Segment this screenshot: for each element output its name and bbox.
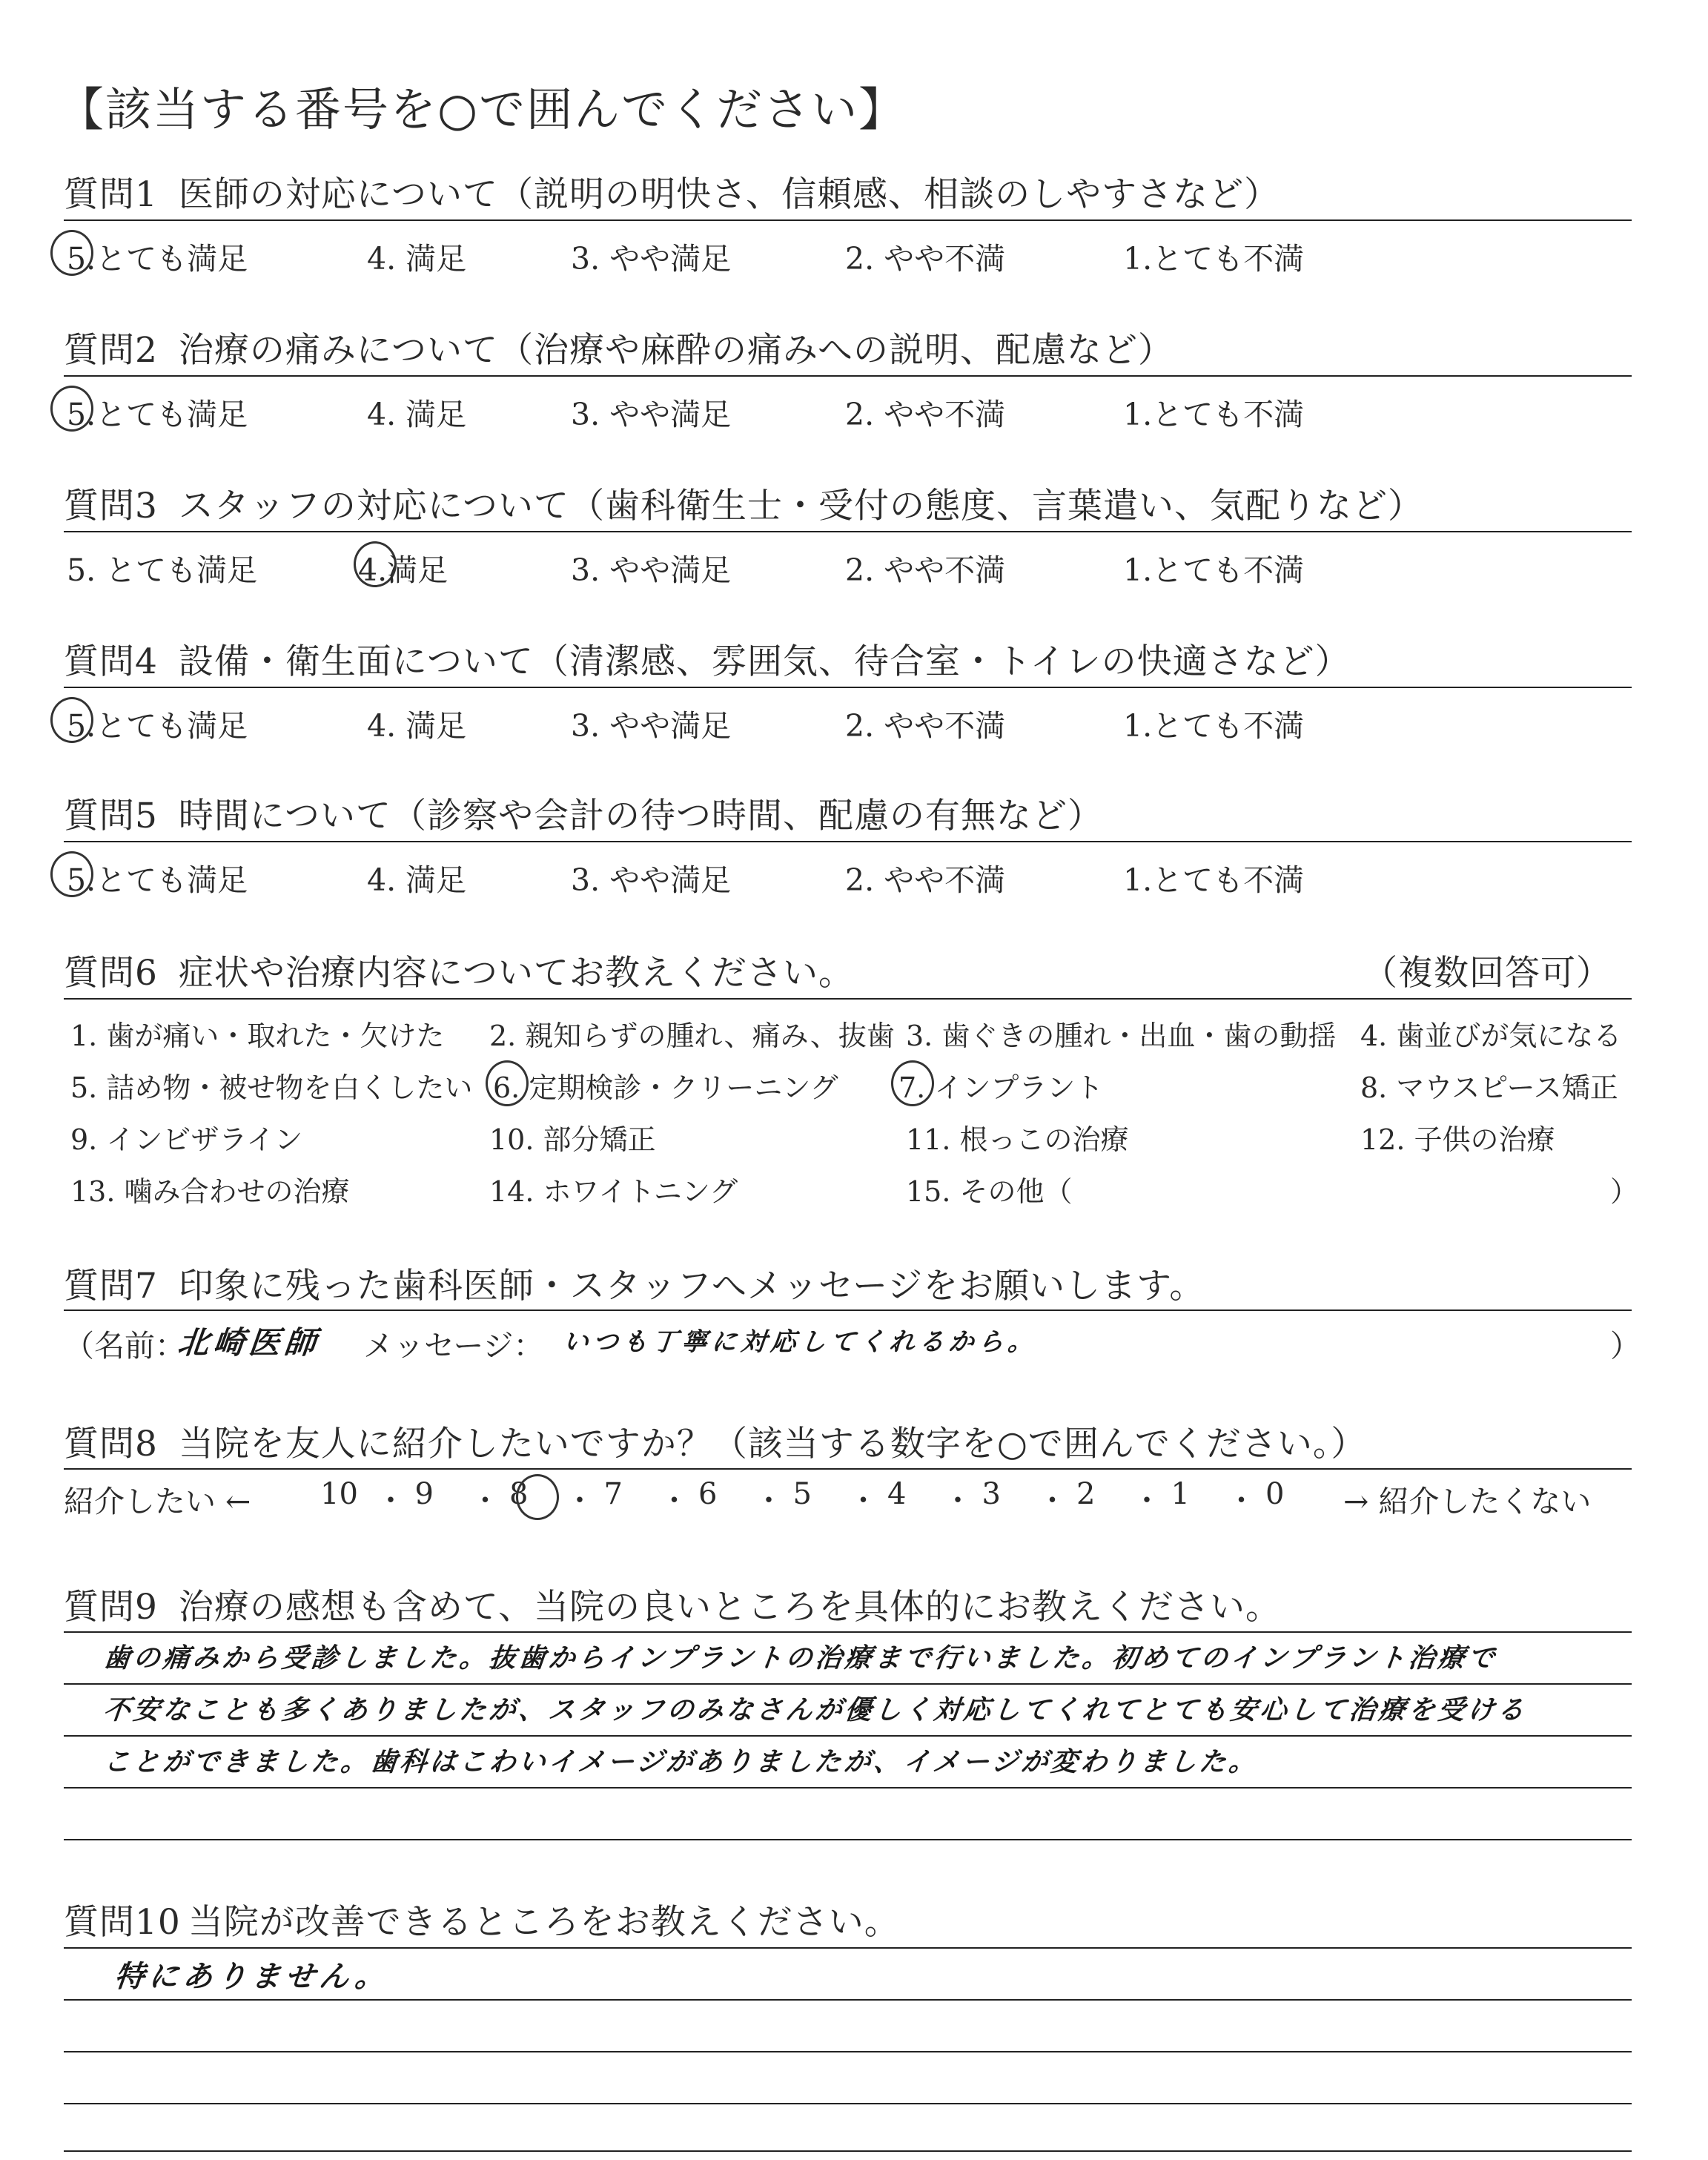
answer-line[interactable]: 不安なことも多くありましたが、スタッフのみなさんが優しく対応してくれてとても安心して治療を受ける [102,1695,1529,1725]
writing-line [64,1999,1632,2001]
rating-option-4[interactable]: 4. 満足 [367,397,467,432]
rating-option-4[interactable]: 4. 満足 [367,708,467,744]
symptom-option[interactable]: 12. 子供の治療 [1360,1123,1555,1156]
divider [64,1468,1632,1470]
answer-line[interactable]: 歯の痛みから受診しました。抜歯からインプラントの治療まで行いました。初めてのインプラント治療で [102,1643,1499,1674]
symptom-option[interactable]: 14. ホワイトニング [489,1175,738,1208]
question-title [64,1895,900,1944]
question-label: 質問9 [64,1587,158,1628]
question-title [64,634,1351,684]
page-header: 【該当する番号を○で囲んでください】 [58,82,907,136]
answer-line[interactable]: 特にありません。 [113,1960,391,1994]
selection-circle [891,1060,934,1106]
question-text: 時間について（診察や会計の待つ時間、配慮の有無など） [178,796,1103,836]
rating-option-2[interactable]: 2. やや不満 [845,552,1006,588]
scale-right-label: → 紹介したくない [1343,1484,1592,1519]
question-label: 質問1 [64,174,158,215]
divider [64,375,1632,377]
scale-option[interactable]: 6 [698,1477,718,1511]
rating-option-5[interactable]: 5.とても満足 [67,708,248,744]
rating-option-3[interactable]: 3. やや満足 [571,708,732,744]
divider [64,219,1632,221]
rating-option-3[interactable]: 3. やや満足 [571,241,732,277]
question-title [64,1579,1281,1629]
name-value[interactable]: 北崎医師 [176,1324,322,1361]
rating-option-1[interactable]: 1.とても不満 [1123,862,1305,898]
question-title [64,945,854,995]
rating-option-4[interactable]: 4. 満足 [367,241,467,277]
scale-separator: ・ [1037,1484,1068,1518]
multi-answer-note: （複数回答可） [1363,953,1612,994]
question-title [64,478,1423,528]
message-value[interactable]: いつも丁寧に対応してくれるから。 [561,1327,1039,1357]
scale-option[interactable]: 7 [603,1477,623,1511]
scale-separator: ・ [754,1484,784,1518]
question-label: 質問6 [64,953,158,994]
writing-line [64,1735,1632,1737]
question-title [64,788,1103,838]
message-label: メッセージ： [363,1328,544,1364]
divider [64,1309,1632,1311]
writing-line [64,1683,1632,1685]
writing-line [64,2103,1632,2104]
scale-option[interactable]: 9 [414,1477,434,1511]
question-label: 質問3 [64,486,158,526]
answer-line[interactable]: ことができました。歯科はこわいイメージがありましたが、イメージが変わりました。 [102,1747,1260,1777]
symptom-option[interactable]: 5. 詰め物・被せ物を白くしたい [70,1071,473,1104]
rating-option-2[interactable]: 2. やや不満 [845,862,1006,898]
symptom-option-other[interactable]: 15. その他（ [906,1175,1073,1208]
divider [64,841,1632,842]
question-text: 治療の痛みについて（治療や麻酔の痛みへの説明、配慮など） [178,330,1174,371]
symptom-option[interactable]: 11. 根っこの治療 [906,1123,1129,1156]
rating-option-5[interactable]: 5.とても満足 [67,241,248,277]
writing-line [64,1787,1632,1789]
scale-separator: ・ [943,1484,973,1518]
symptom-option[interactable]: 10. 部分矯正 [489,1123,656,1156]
scale-option[interactable]: 8 [509,1477,529,1511]
writing-line [64,1839,1632,1840]
rating-option-3[interactable]: 3. やや満足 [571,397,732,432]
scale-separator: ・ [565,1484,595,1518]
rating-option-1[interactable]: 1.とても不満 [1123,397,1305,432]
name-label: （名前： [64,1328,185,1364]
rating-option-5[interactable]: 5.とても満足 [67,397,248,432]
symptom-option[interactable]: 3. 歯ぐきの腫れ・出血・歯の動揺 [906,1020,1337,1052]
message-close-paren: ） [1610,1328,1641,1364]
selection-circle [486,1060,529,1106]
writing-line [64,2051,1632,2052]
scale-left-label: 紹介したい ← [64,1484,251,1519]
question-label: 質問5 [64,796,158,836]
symptom-option[interactable]: 4. 歯並びが気になる [1360,1020,1622,1052]
scale-option[interactable]: 4 [887,1477,907,1511]
question-text: 当院を友人に紹介したいですか？（該当する数字を○で囲んでください。） [178,1424,1367,1464]
rating-option-1[interactable]: 1.とても不満 [1123,708,1305,744]
rating-option-1[interactable]: 1.とても不満 [1123,552,1305,588]
other-close-paren: ） [1610,1175,1639,1208]
rating-option-3[interactable]: 3. やや満足 [571,552,732,588]
divider [64,531,1632,532]
scale-option[interactable]: 2 [1076,1477,1096,1511]
question-text: 当院が改善できるところをお教えください。 [188,1902,900,1943]
scale-option[interactable]: 1 [1171,1477,1190,1511]
symptom-option[interactable]: 2. 親知らずの腫れ、痛み、抜歯 [489,1020,895,1052]
rating-option-4[interactable]: 4. 満足 [367,862,467,898]
symptom-option[interactable]: 8. マウスピース矯正 [1360,1071,1618,1104]
scale-option[interactable]: 3 [982,1477,1001,1511]
scale-separator: ・ [376,1484,406,1518]
scale-separator: ・ [1132,1484,1162,1518]
rating-option-3[interactable]: 3. やや満足 [571,862,732,898]
scale-separator: ・ [659,1484,689,1518]
divider [64,998,1632,1000]
question-label: 質問8 [64,1424,158,1464]
question-title [64,1416,1366,1466]
rating-option-2[interactable]: 2. やや不満 [845,708,1006,744]
question-label: 質問10 [64,1902,181,1943]
symptom-option[interactable]: 6. 定期検診・クリーニング [493,1071,838,1104]
scale-option[interactable]: 5 [792,1477,812,1511]
selection-circle [516,1474,559,1520]
scale-separator: ・ [470,1484,500,1518]
divider [64,1947,1632,1949]
scale-option[interactable]: 0 [1265,1477,1285,1511]
rating-option-5[interactable]: 5. とても満足 [67,552,258,588]
scale-separator: ・ [848,1484,878,1518]
rating-option-2[interactable]: 2. やや不満 [845,397,1006,432]
scale-separator: ・ [1226,1484,1257,1518]
question-title [64,167,1280,217]
question-text: 印象に残った歯科医師・スタッフへメッセージをお願いします。 [178,1266,1205,1307]
symptom-option[interactable]: 1. 歯が痛い・取れた・欠けた [70,1020,445,1052]
question-text: 医師の対応について（説明の明快さ、信頼感、相談のしやすさなど） [178,174,1280,215]
question-text: 設備・衛生面について（清潔感、雰囲気、待合室・トイレの快適さなど） [178,641,1351,682]
symptom-option[interactable]: 9. インビザライン [70,1123,303,1156]
question-title [64,1258,1205,1308]
divider [64,687,1632,688]
question-text: 治療の感想も含めて、当院の良いところを具体的にお教えください。 [178,1587,1281,1628]
writing-line [64,2150,1632,2152]
question-text: スタッフの対応について（歯科衛生士・受付の態度、言葉遣い、気配りなど） [178,486,1423,526]
symptom-option[interactable]: 13. 噛み合わせの治療 [70,1175,350,1208]
question-text: 症状や治療内容についてお教えください。 [178,953,854,994]
rating-option-2[interactable]: 2. やや不満 [845,241,1006,277]
scale-option[interactable]: 10 [320,1477,358,1511]
question-label: 質問4 [64,641,158,682]
rating-option-5[interactable]: 5.とても満足 [67,862,248,898]
rating-option-1[interactable]: 1.とても不満 [1123,241,1305,277]
divider [64,1631,1632,1633]
question-label: 質問7 [64,1266,158,1307]
rating-option-4[interactable]: 4.満足 [358,552,448,588]
question-title [64,323,1174,372]
symptom-option[interactable]: 7. インプラント [898,1071,1104,1104]
question-label: 質問2 [64,330,158,371]
